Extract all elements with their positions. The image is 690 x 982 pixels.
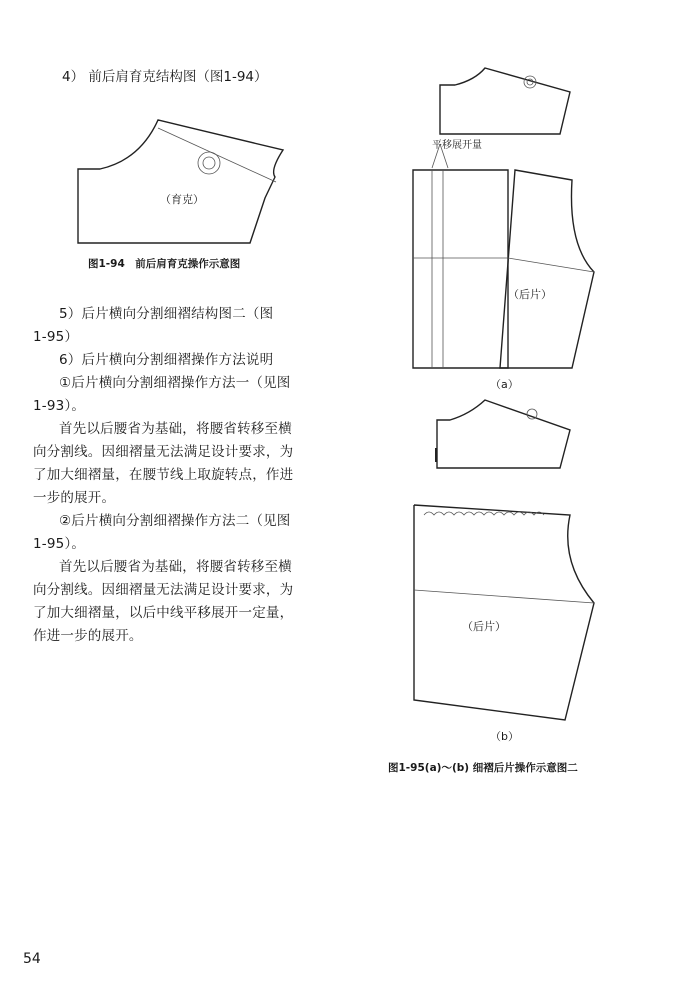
figure-1-95-caption: 图1-95(a)～(b) 细褶后片操作示意图二: [388, 762, 578, 774]
sub-caption-a: （a）: [490, 378, 519, 391]
back-label-b: （后片）: [462, 620, 506, 633]
sub-caption-b: （b）: [490, 730, 519, 743]
para-5-line1: 5）后片横向分割细褶结构图二（图: [59, 306, 274, 322]
body2-line3: 了加大细褶量，以后中线平移展开一定量，: [33, 605, 294, 621]
section-heading-4: 4） 前后肩育克结构图（图1-94）: [62, 69, 268, 85]
back-panel-b: [414, 505, 594, 720]
back-label-a: （后片）: [508, 288, 552, 301]
method1-line2: 1-93）。: [33, 398, 86, 414]
figure-1-94-caption: 图1-94 前后肩育克操作示意图: [88, 258, 241, 270]
body1-line4: 一步的展开。: [33, 490, 116, 506]
body2-line4: 作进一步的展开。: [33, 628, 143, 644]
body2-line1: 首先以后腰省为基础，将腰省转移至横: [59, 559, 292, 575]
para-5-line2: 1-95）: [33, 329, 79, 345]
body1-line2: 向分割线。因细褶量无法满足设计要求，为: [33, 444, 294, 460]
method2-line2: 1-95）。: [33, 536, 86, 552]
para-6: 6）后片横向分割细褶操作方法说明: [59, 352, 274, 368]
yoke-small-b: [437, 400, 570, 468]
method1-line1: ①后片横向分割细褶操作方法一（见图: [59, 375, 291, 391]
shift-amount-label: 平移展开量: [432, 140, 482, 151]
page-number: 54: [23, 951, 41, 967]
yoke-label: （育克）: [160, 193, 204, 206]
method2-line1: ②后片横向分割细褶操作方法二（见图: [59, 513, 291, 529]
body1-line1: 首先以后腰省为基础，将腰省转移至横: [59, 421, 292, 437]
body1-line3: 了加大细褶量，在腰节线上取旋转点，作进: [33, 467, 294, 483]
body2-line2: 向分割线。因细褶量无法满足设计要求，为: [33, 582, 294, 598]
